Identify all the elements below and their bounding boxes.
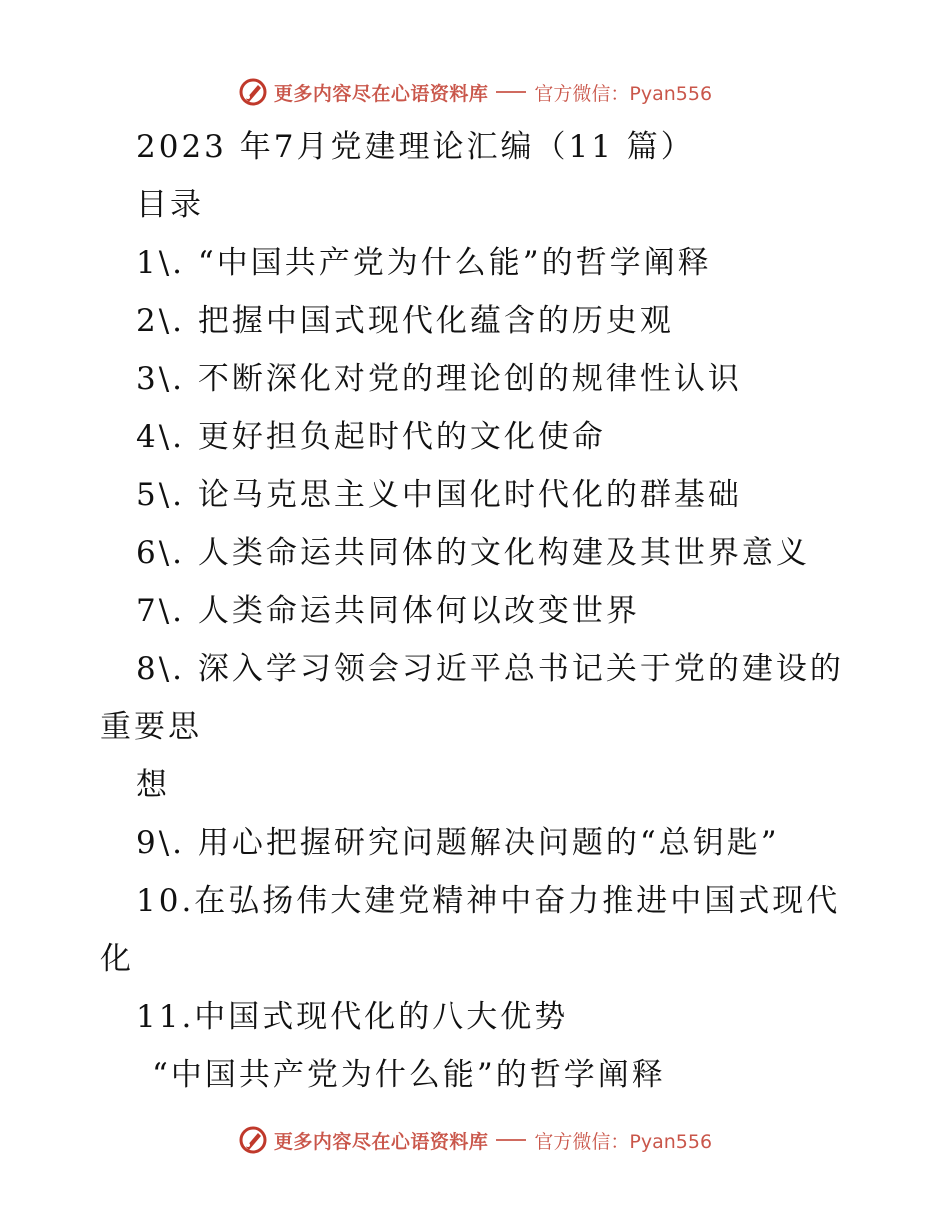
toc-item: 11.中国式现代化的八大优势 <box>136 999 569 1035</box>
toc-item: 7\. 人类命运共同体何以改变世界 <box>136 593 640 629</box>
watermark-text: 更多内容尽在心语资料库 <box>273 1130 489 1153</box>
document-title: 2023 年7月党建理论汇编（11 篇） <box>136 129 695 165</box>
pen-logo-icon <box>238 77 268 107</box>
watermark-suffix: 官方微信：Pyan556 <box>534 82 713 105</box>
watermark-suffix: 官方微信：Pyan556 <box>534 1130 713 1153</box>
toc-item: 8\. 深入学习领会习近平总书记关于党的建设的 <box>136 651 844 687</box>
pen-logo-icon <box>238 1125 268 1155</box>
toc-item: 10.在弘扬伟大建党精神中奋力推进中国式现代 <box>136 883 841 919</box>
section-heading: “中国共产党为什么能”的哲学阐释 <box>152 1057 666 1093</box>
toc-item: 2\. 把握中国式现代化蕴含的历史观 <box>136 303 674 339</box>
toc-item: 1\. “中国共产党为什么能”的哲学阐释 <box>136 245 712 281</box>
watermark-dash <box>496 91 526 93</box>
toc-item: 4\. 更好担负起时代的文化使命 <box>136 419 606 455</box>
toc-heading: 目录 <box>136 187 204 223</box>
watermark-dash <box>496 1139 526 1141</box>
toc-item-continuation: 重要思 <box>100 709 202 745</box>
toc-item: 3\. 不断深化对党的理论创的规律性认识 <box>136 361 742 397</box>
document-body <box>100 118 880 1104</box>
watermark-header <box>0 72 950 112</box>
toc-item: 5\. 论马克思主义中国化时代化的群基础 <box>136 477 742 513</box>
toc-item: 6\. 人类命运共同体的文化构建及其世界意义 <box>136 535 810 571</box>
watermark-text: 更多内容尽在心语资料库 <box>273 82 489 105</box>
watermark-footer <box>0 1120 950 1160</box>
toc-item-continuation: 化 <box>100 941 134 977</box>
toc-item-continuation: 想 <box>136 767 170 803</box>
toc-item: 9\. 用心把握研究问题解决问题的“总钥匙” <box>136 825 780 861</box>
